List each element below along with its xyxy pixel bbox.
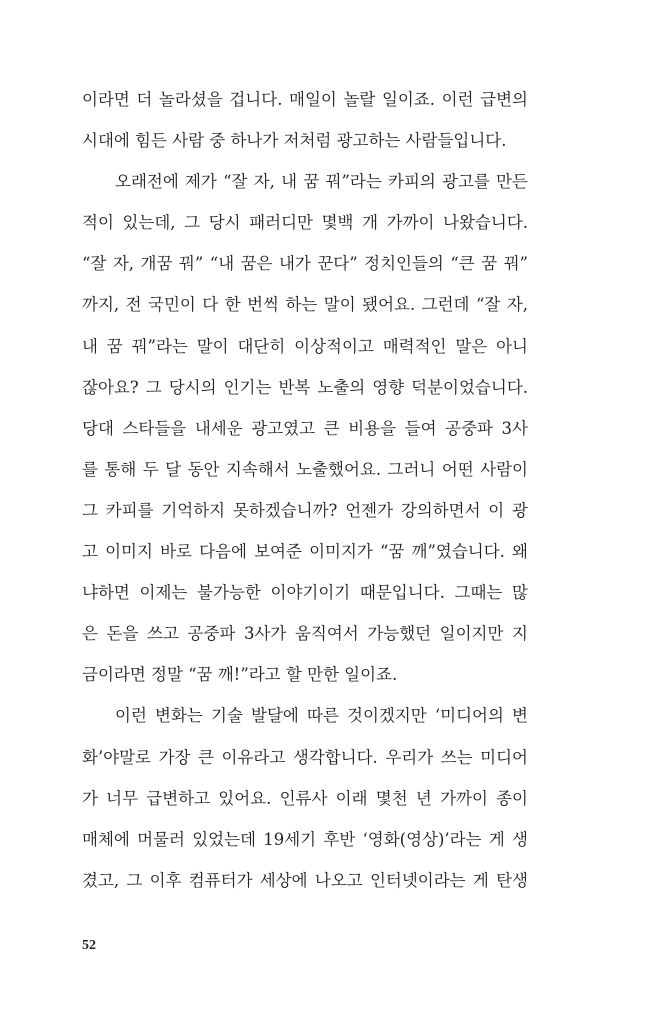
text-line: 를 통해 두 달 동안 지속해서 노출했어요. 그러니 어떤 사람이	[82, 459, 528, 479]
text-line: 화’야말로 가장 큰 이유라고 생각합니다. 우리가 쓰는 미디어	[82, 747, 528, 767]
text-line: 오래전에 제가 “잘 자, 내 꿈 꿔”라는 카피의 광고를 만든	[115, 172, 528, 192]
text-line: 적이 있는데, 그 당시 패러디만 몇백 개 가까이 나왔습니다.	[82, 213, 528, 233]
body-text	[82, 86, 528, 908]
text-line: 냐하면 이제는 불가능한 이야기이기 때문입니다. 그때는 많	[82, 583, 528, 603]
text-line: “잘 자, 개꿈 꿔” “내 꿈은 내가 꾼다” 정치인들의 “큰 꿈 꿔”	[82, 254, 528, 274]
text-line: 매체에 머물러 있었는데 19세기 후반 ‘영화(영상)’라는 게 생	[82, 829, 528, 849]
text-line: 그 카피를 기억하지 못하겠습니까? 언젠가 강의하면서 이 광	[82, 500, 528, 520]
text-line: 당대 스타들을 내세운 광고였고 큰 비용을 들여 공중파 3사	[82, 418, 528, 438]
text-line: 가 너무 급변하고 있어요. 인류사 이래 몇천 년 가까이 종이	[82, 788, 528, 808]
text-line: 금이라면 정말 “꿈 깨!”라고 할 만한 일이죠.	[82, 665, 398, 685]
text-line: 내 꿈 꿔”라는 말이 대단히 이상적이고 매력적인 말은 아니	[82, 336, 528, 356]
page-number: 52	[82, 938, 96, 953]
text-line: 고 이미지 바로 다음에 보여준 이미지가 “꿈 깨”였습니다. 왜	[82, 542, 528, 562]
text-line: 시대에 힘든 사람 중 하나가 저처럼 광고하는 사람들입니다.	[82, 131, 507, 151]
text-line: 겼고, 그 이후 컴퓨터가 세상에 나오고 인터넷이라는 게 탄생	[82, 870, 528, 890]
text-line: 은 돈을 쓰고 공중파 3사가 움직여서 가능했던 일이지만 지	[82, 624, 528, 644]
text-line: 잖아요? 그 당시의 인기는 반복 노출의 영향 덕분이었습니다.	[82, 377, 528, 397]
text-line: 까지, 전 국민이 다 한 번씩 하는 말이 됐어요. 그런데 “잘 자,	[82, 295, 528, 315]
text-line: 이런 변화는 기술 발달에 따른 것이겠지만 ‘미디어의 변	[115, 706, 528, 726]
text-line: 이라면 더 놀라셨을 겁니다. 매일이 놀랄 일이죠. 이런 급변의	[82, 90, 528, 109]
